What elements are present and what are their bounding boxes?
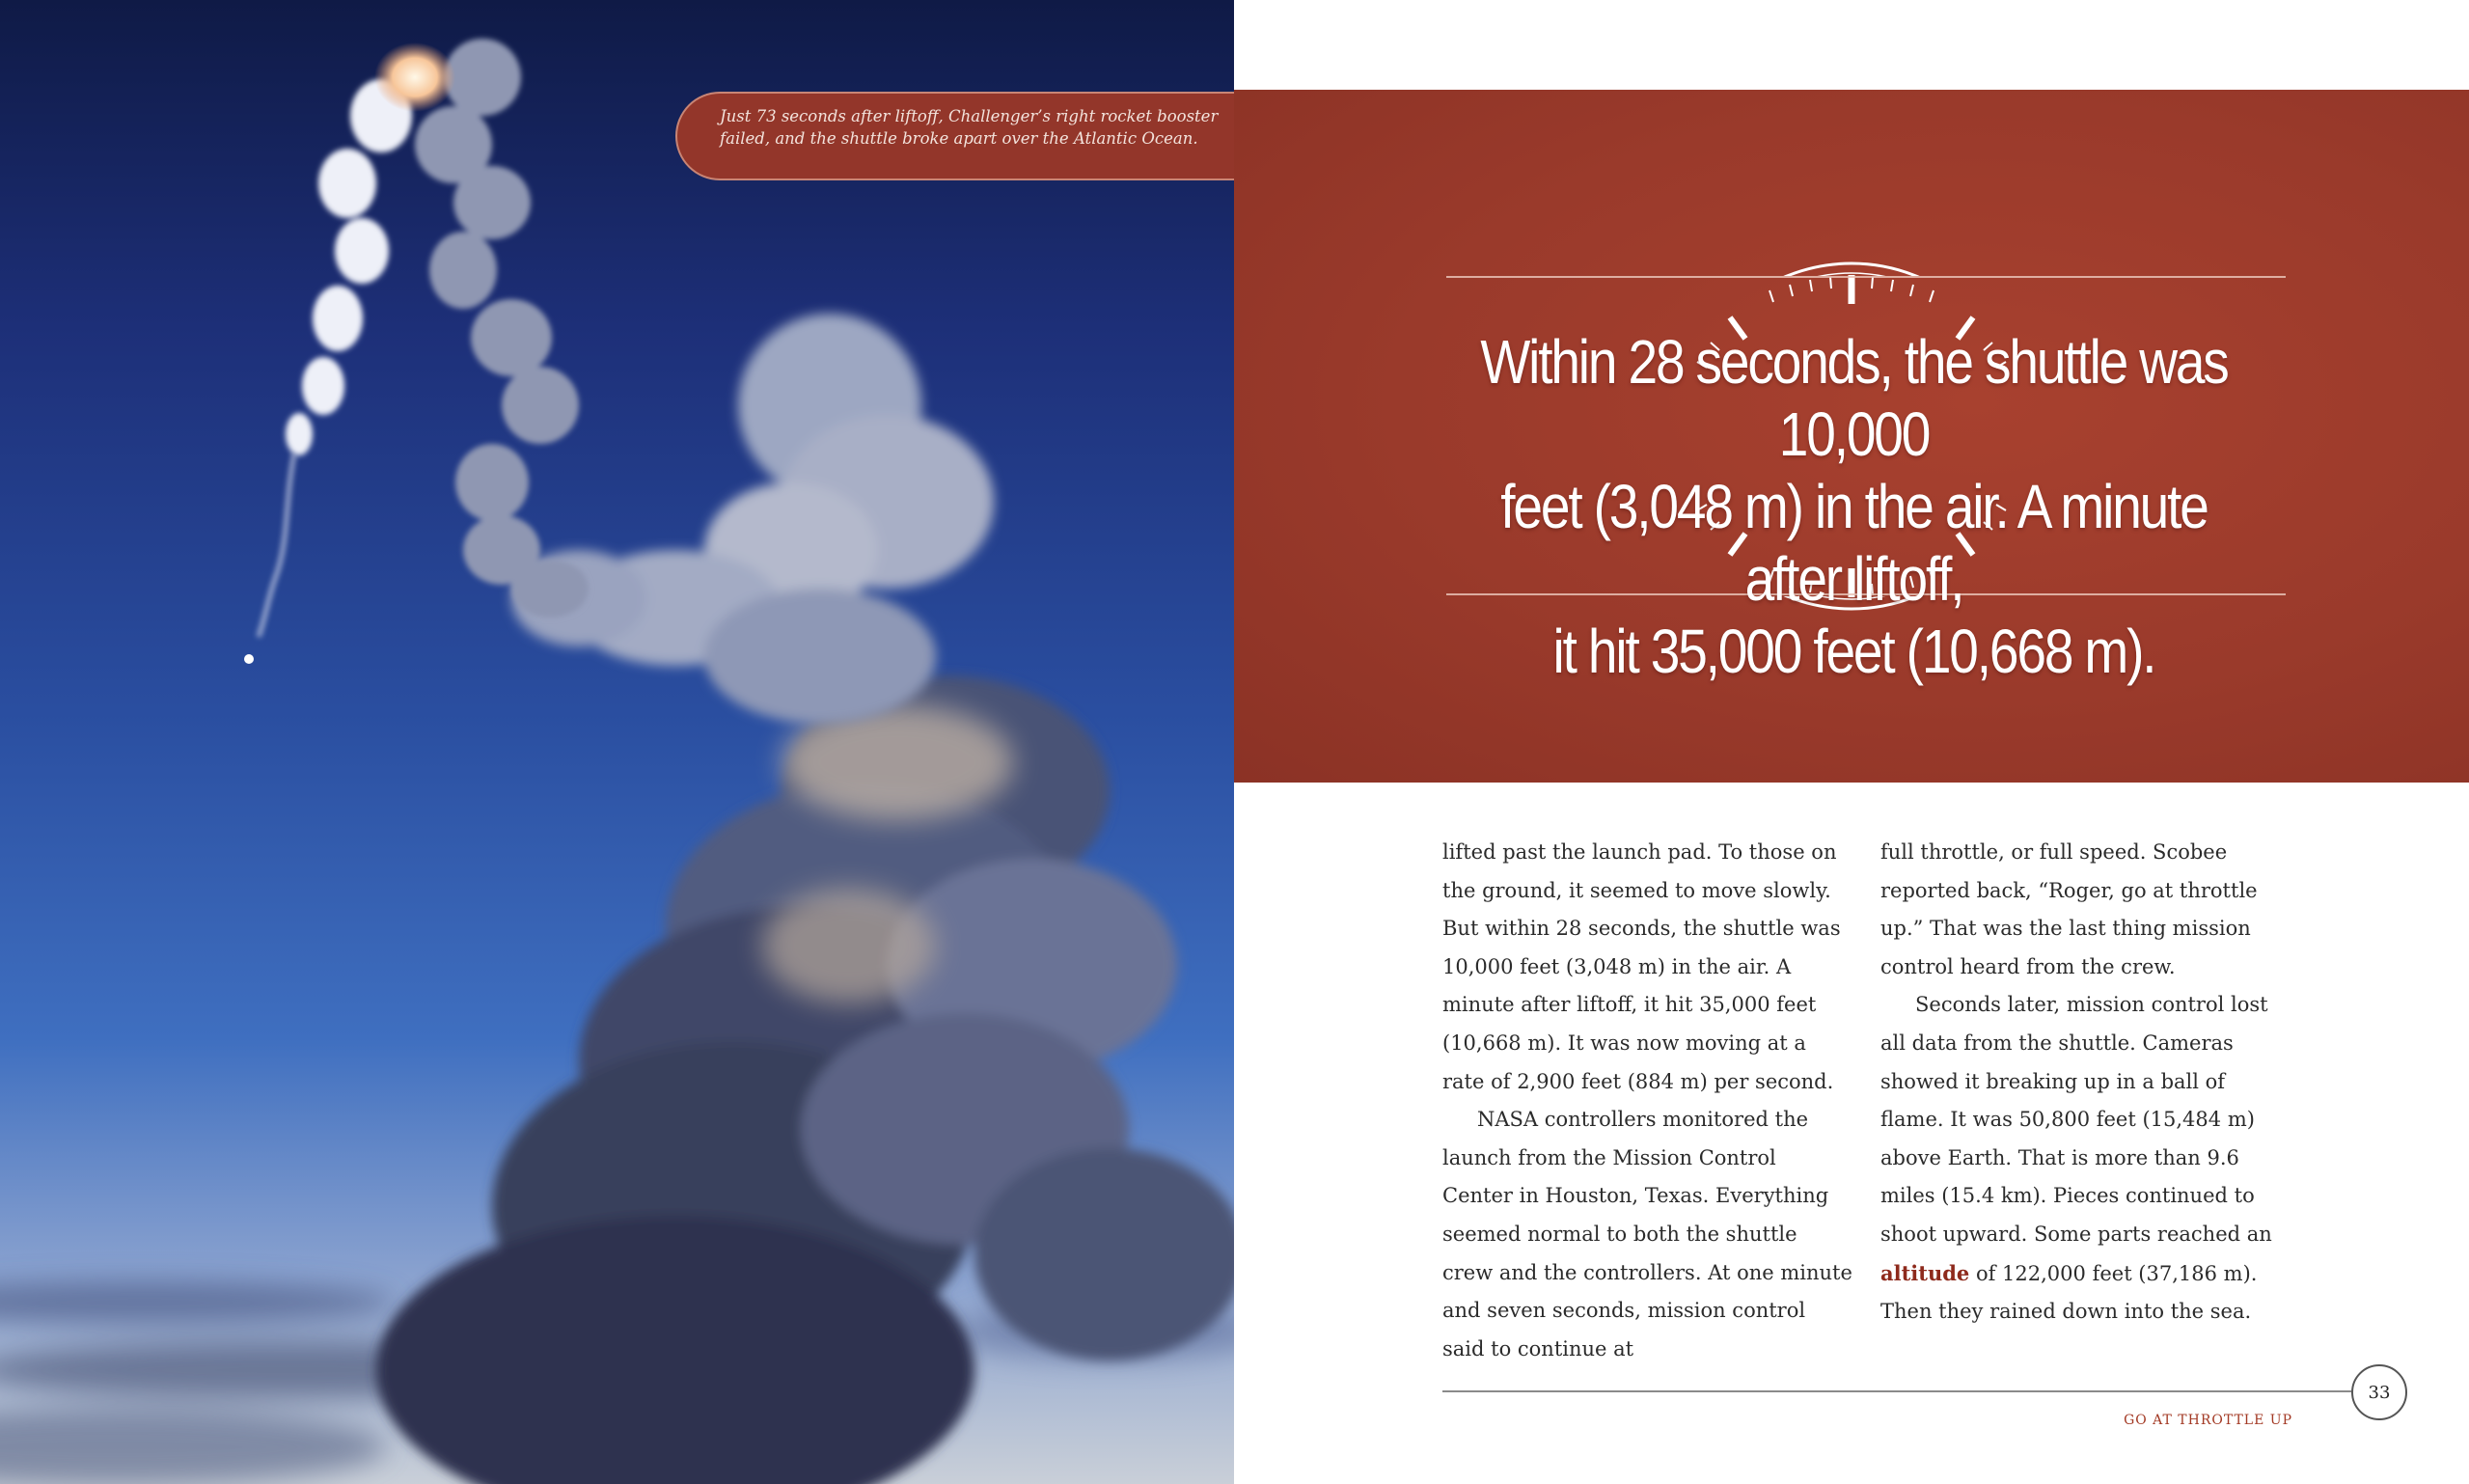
- photo-caption: Just 73 seconds after liftoff, Challenger’s right rocket booster failed, and the shuttle broke apart over the Atlantic Ocean.: [675, 92, 1234, 180]
- pull-quote-banner: [1234, 90, 2469, 783]
- text-run: of 122,000 feet (37,186 m). Then they rained down into the sea.: [1880, 1261, 2258, 1324]
- paragraph: NASA controllers monitored the launch from the Mission Control Center in Houston, Texas. Everything seemed normal to both the shuttle crew and the controllers. At one minute and seven seconds, mission control said to continue at: [1442, 1108, 1852, 1360]
- paragraph: full throttle, or full speed. Scobee reported back, “Roger, go at throttle up.” That was the last thing mission control heard from the crew.: [1880, 840, 2258, 978]
- text-run: Seconds later, mission control lost all data from the shuttle. Cameras showed it breaking up in a ball of flame. It was 50,800 feet (15,484 m) above Earth. That is more than 9.6 miles (15.4 km). Pieces continued to shoot upward. Some parts reached an: [1880, 993, 2272, 1246]
- pull-quote-line-1: Within 28 seconds, the shuttle was 10,000: [1480, 327, 2228, 469]
- glossary-term-altitude[interactable]: altitude: [1880, 1260, 1970, 1285]
- body-column-right: [1880, 834, 2291, 1332]
- running-head: GO AT THROTTLE UP: [2124, 1413, 2292, 1428]
- pull-quote-text: [1478, 326, 2229, 688]
- footer-rule: [1442, 1390, 2351, 1392]
- paragraph: lifted past the launch pad. To those on the ground, it seemed to move slowly. But within 28 seconds, the shuttle was 10,000 feet (3,048 m) in the air. A minute after liftoff, it hit 35,000 feet (10,668 m). It was now moving at a rate of 2,900 feet (884 m) per second.: [1442, 840, 1841, 1093]
- page-number: 33: [2351, 1364, 2407, 1420]
- paragraph: [1880, 986, 2291, 1331]
- challenger-photo: [0, 0, 1234, 1484]
- pull-quote-line-3: it hit 35,000 feet (10,668 m).: [1552, 617, 2155, 686]
- pull-quote-line-2: feet (3,048 m) in the air. A minute after liftoff,: [1500, 472, 2208, 614]
- body-column-left: [1442, 834, 1852, 1368]
- sky-and-smoke-illustration: [0, 0, 1234, 1484]
